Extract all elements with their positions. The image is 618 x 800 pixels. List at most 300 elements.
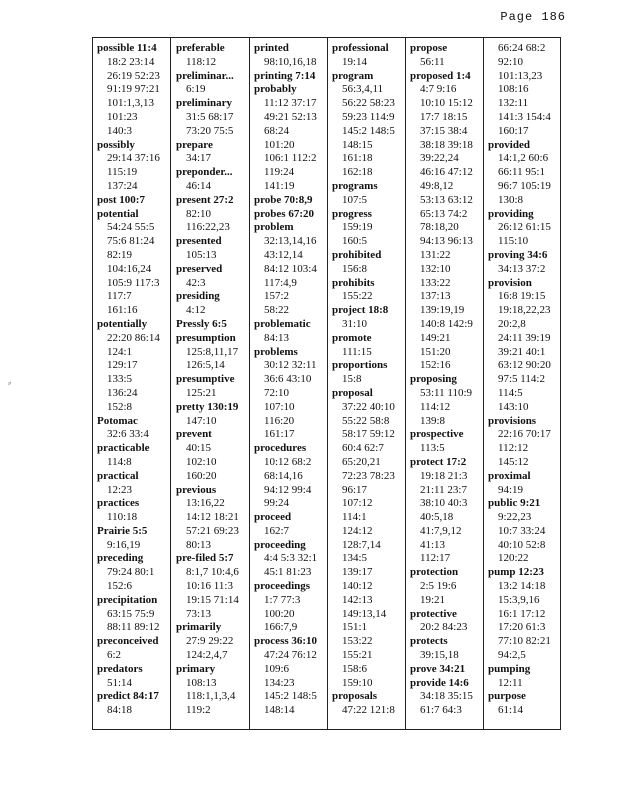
page-reference: 19:14 [342,55,368,68]
page-reference: 99:24 [264,497,290,510]
page-reference: 98:10,16,18 [264,55,317,68]
page-reference: 97:5 114:2 [498,373,545,386]
page-reference: 27:9 29:22 [186,635,234,648]
page-reference: 16:8 19:15 [498,290,546,303]
index-term: prospective [410,428,464,441]
page-reference: 63:15 75:9 [107,607,155,620]
page-reference: 116:20 [264,414,295,427]
page-reference: 119:24 [264,166,295,179]
page-reference: 66:11 95:1 [498,166,545,179]
page-reference: 101:20 [264,138,295,151]
page-reference: 84:18 [107,704,133,717]
page-reference: 29:14 37:16 [107,152,160,165]
page-reference: 13:16,22 [186,497,225,510]
page-reference: 43:12,14 [264,248,303,261]
page-reference: 132:11 [498,97,529,110]
page-reference: 162:18 [342,166,373,179]
index-term: provision [488,276,532,289]
index-term: possibly [97,138,135,151]
index-term: presiding [176,290,220,303]
index-column-2 [176,42,254,726]
page-reference: 56:11 [420,55,445,68]
index-term: post 100:7 [97,193,145,206]
page-reference: 102:10 [186,455,217,468]
index-term: program [332,69,374,82]
index-term: predict 84:17 [97,690,159,703]
page-reference: 37:22 40:10 [342,400,395,413]
index-term: proceeding [254,538,306,551]
page-reference: 136:24 [107,386,138,399]
index-column-6 [488,42,566,726]
page-reference: 34:18 35:15 [420,690,473,703]
index-term: project 18:8 [332,304,389,317]
index-term: provided [488,138,530,151]
index-term: preferable [176,42,225,54]
page-reference: 65:13 74:2 [420,207,468,220]
page-reference: 49:8,12 [420,179,454,192]
index-term: preliminary [176,97,233,110]
page-reference: 88:11 89:12 [107,621,160,634]
index-term: practicable [97,442,150,455]
index-term: propose [410,42,448,54]
page-reference: 92:10 [498,55,524,68]
page-reference: 10:12 68:2 [264,455,312,468]
index-term: pump 12:23 [488,566,544,579]
index-term: presumption [176,331,236,344]
page-reference: 63:12 90:20 [498,359,551,372]
index-column-1 [97,42,175,726]
page-reference: 80:13 [186,538,212,551]
page-reference: 101:23 [107,110,138,123]
page-reference: 32:6 33:4 [107,428,149,441]
page-reference: 39:15,18 [420,649,459,662]
page-reference: 8:1,7 10:4,6 [186,566,239,579]
index-term: public 9:21 [488,497,541,510]
index-term: proving 34:6 [488,248,548,261]
index-term: prohibited [332,248,382,261]
index-term: problematic [254,317,311,330]
page-reference: 31:10 [342,317,368,330]
page-reference: 142:13 [342,593,373,606]
page-reference: 49:21 52:13 [264,110,317,123]
page-reference: 37:15 38:4 [420,124,468,137]
page-reference: 139:19,19 [420,304,465,317]
page-reference: 68:24 [264,124,290,137]
page-reference: 107:5 [342,193,368,206]
page-reference: 45:1 81:23 [264,566,312,579]
page-reference: 60:4 62:7 [342,442,384,455]
page-reference: 53:11 110:9 [420,386,473,399]
page-reference: 124:1 [107,345,133,358]
page-reference: 149:21 [420,331,451,344]
page-reference: 20:2 84:23 [420,621,468,634]
page-reference: 152:8 [107,400,133,413]
index-term: presented [176,235,222,248]
page-reference: 112:17 [420,552,451,565]
page-reference: 20:2,8 [498,317,526,330]
index-column-3 [254,42,332,726]
page-reference: 152:16 [420,359,451,372]
page-reference: 77:10 82:21 [498,635,551,648]
page-reference: 61:14 [498,704,524,717]
page-reference: 133:5 [107,373,133,386]
page-reference: 166:7,9 [264,621,298,634]
index-term: problems [254,345,298,358]
page-reference: 116:22,23 [186,221,230,234]
index-term: proposing [410,373,457,386]
page-reference: 68:14,16 [264,469,303,482]
page-reference: 15:8 [342,373,362,386]
index-term: professional [332,42,389,54]
page-reference: 18:2 23:14 [107,55,155,68]
index-term: proportions [332,359,388,372]
index-term: protection [410,566,459,579]
page-reference: 137:13 [420,290,451,303]
index-column-5 [410,42,488,726]
page-reference: 143:10 [498,400,529,413]
page-reference: 134:23 [264,676,295,689]
page-reference: 91:19 97:21 [107,83,160,96]
page-reference: 141:19 [264,179,295,192]
page-reference: 82:19 [107,248,133,261]
index-term: process 36:10 [254,635,318,648]
page-reference: 39:21 40:1 [498,345,546,358]
index-term: progress [332,207,372,220]
index-term: present 27:2 [176,193,234,206]
page-reference: 72:10 [264,386,290,399]
index-term: providing [488,207,534,220]
index-term: preliminar... [176,69,234,82]
page-reference: 19:21 [420,593,446,606]
index-term: preserved [176,262,223,275]
page-reference: 38:10 40:3 [420,497,468,510]
page-reference: 109:6 [264,662,290,675]
index-term: presumptive [176,373,235,386]
page-reference: 2:5 19:6 [420,580,457,593]
page-reference: 140:8 142:9 [420,317,473,330]
page-reference: 96:17 [342,483,368,496]
page-reference: 134:5 [342,552,368,565]
index-term: Prairie 5:5 [97,524,148,537]
page-reference: 9:22,23 [498,511,532,524]
page-reference: 107:10 [264,400,295,413]
page-reference: 159:10 [342,676,373,689]
index-term: Pressly 6:5 [176,317,227,330]
page-reference: 41:13 [420,538,446,551]
page-reference: 22:20 86:14 [107,331,160,344]
page-reference: 56:3,4,11 [342,83,384,96]
page-reference: 1:7 77:3 [264,593,301,606]
page-reference: 118:1,1,3,4 [186,690,236,703]
page-reference: 101:13,23 [498,69,543,82]
page-reference: 145:12 [498,455,529,468]
index-term: prevent [176,428,212,441]
page-reference: 161:16 [107,304,138,317]
page-reference: 10:7 33:24 [498,524,546,537]
page-reference: 66:24 68:2 [498,42,546,54]
page-reference: 22:16 70:17 [498,428,551,441]
page-reference: 94:13 96:13 [420,235,473,248]
page-reference: 148:14 [264,704,295,717]
page-reference: 41:7,9,12 [420,524,462,537]
page-reference: 108:16 [498,83,529,96]
index-term: programs [332,179,378,192]
page-reference: 72:23 78:23 [342,469,395,482]
page-reference: 110:18 [107,511,138,524]
page-reference: 42:3 [186,276,206,289]
page-reference: 40:5,18 [420,511,454,524]
page-reference: 31:5 68:17 [186,110,234,123]
page-reference: 140:12 [342,580,373,593]
index-term: purpose [488,690,526,703]
page-reference: 104:16,24 [107,262,152,275]
index-term: practices [97,497,140,510]
index-term: promote [332,331,372,344]
page-reference: 101:1,3,13 [107,97,155,110]
page-reference: 126:5,14 [186,359,225,372]
page-reference: 73:20 75:5 [186,124,234,137]
index-term: protect 17:2 [410,455,467,468]
page-reference: 112:12 [498,442,529,455]
page-reference: 36:6 43:10 [264,373,312,386]
page-reference: 114:12 [420,400,451,413]
page-reference: 59:23 114:9 [342,110,395,123]
page-reference: 162:7 [264,524,290,537]
page-reference: 13:2 14:18 [498,580,546,593]
index-term: proposed 1:4 [410,69,471,82]
page-reference: 14:12 18:21 [186,511,239,524]
page-reference: 40:10 52:8 [498,538,546,551]
page-reference: 4:4 5:3 32:1 [264,552,318,565]
index-term: previous [176,483,217,496]
page-reference: 147:10 [186,414,217,427]
page-reference: 125:21 [186,386,217,399]
page-reference: 128:7,14 [342,538,381,551]
page-reference: 17:20 61:3 [498,621,546,634]
page-reference: 115:10 [498,235,529,248]
page-reference: 141:3 154:4 [498,110,551,123]
page-reference: 151:20 [420,345,451,358]
page-reference: 75:6 81:24 [107,235,155,248]
page-reference: 118:12 [186,55,217,68]
page-reference: 145:2 148:5 [264,690,317,703]
page-reference: 160:20 [186,469,217,482]
index-term: Potomac [97,414,138,427]
index-term: proceed [254,511,292,524]
index-term: proposals [332,690,378,703]
page-reference: 10:10 15:12 [420,97,473,110]
page-reference: 46:16 47:12 [420,166,473,179]
page-reference: 24:11 39:19 [498,331,551,344]
page-reference: 148:15 [342,138,373,151]
page-reference: 139:8 [420,414,446,427]
index-term: proposal [332,386,373,399]
index-term: protects [410,635,448,648]
page-reference: 158:6 [342,662,368,675]
page-reference: 139:17 [342,566,373,579]
page-reference: 15:3,9,16 [498,593,540,606]
page-reference: 156:8 [342,262,368,275]
page-reference: 54:24 55:5 [107,221,155,234]
index-term: pumping [488,662,531,675]
page-reference: 14:1,2 60:6 [498,152,549,165]
page-reference: 26:19 52:23 [107,69,160,82]
page-reference: 34:17 [186,152,212,165]
page-reference: 47:24 76:12 [264,649,317,662]
page-reference: 17:7 18:15 [420,110,468,123]
page-reference: 114:8 [107,455,132,468]
page-reference: 107:12 [342,497,373,510]
index-term: primary [176,662,216,675]
index-column-4 [332,42,410,726]
page-reference: 94:19 [498,483,524,496]
margin-mark: ⸗ [8,378,12,389]
page-reference: 61:7 64:3 [420,704,462,717]
page-reference: 130:8 [498,193,524,206]
page-reference: 159:19 [342,221,373,234]
index-term: primarily [176,621,222,634]
page-reference: 105:9 117:3 [107,276,160,289]
index-term: procedures [254,442,307,455]
page-reference: 114:5 [498,386,523,399]
index-term: problem [254,221,294,234]
page-reference: 137:24 [107,179,138,192]
page-reference: 4:12 [186,304,206,317]
index-term: predators [97,662,143,675]
page-reference: 117:7 [107,290,132,303]
page-reference: 4:7 9:16 [420,83,457,96]
page-reference: 56:22 58:23 [342,97,395,110]
page-reference: 26:12 61:15 [498,221,551,234]
page-reference: 96:7 105:19 [498,179,551,192]
index-term: proximal [488,469,531,482]
page-reference: 6:2 [107,649,122,662]
index-term: possible 11:4 [97,42,157,54]
index-term: prove 34:21 [410,662,466,675]
page-reference: 157:2 [264,290,290,303]
page-reference: 79:24 80:1 [107,566,155,579]
index-term: printing 7:14 [254,69,316,82]
page-reference: 40:15 [186,442,212,455]
index-term: preceding [97,552,144,565]
page-reference: 117:4,9 [264,276,297,289]
page-reference: 106:1 112:2 [264,152,317,165]
page-reference: 160:5 [342,235,368,248]
page-reference: 133:22 [420,276,451,289]
index-term: proceedings [254,580,311,593]
page-reference: 32:13,14,16 [264,235,317,248]
index-term: potentially [97,317,148,330]
page-reference: 46:14 [186,179,212,192]
page-reference: 55:22 58:8 [342,414,390,427]
index-term: provisions [488,414,537,427]
index-term: protective [410,607,457,620]
page-reference: 53:13 63:12 [420,193,473,206]
index-term: precipitation [97,593,158,606]
page-reference: 131:22 [420,248,451,261]
page-reference: 155:22 [342,290,373,303]
page-reference: 10:16 11:3 [186,580,233,593]
page-reference: 38:18 39:18 [420,138,473,151]
page-reference: 19:18 21:3 [420,469,468,482]
index-term: prohibits [332,276,375,289]
page-reference: 78:18,20 [420,221,459,234]
page-reference: 16:1 17:12 [498,607,546,620]
page-reference: 132:10 [420,262,451,275]
page-reference: 119:2 [186,704,211,717]
page-reference: 82:10 [186,207,212,220]
page-reference: 152:6 [107,580,133,593]
page-reference: 161:18 [342,152,373,165]
page-reference: 149:13,14 [342,607,387,620]
page-reference: 151:1 [342,621,368,634]
page-reference: 153:22 [342,635,373,648]
page-reference: 145:2 148:5 [342,124,395,137]
page-reference: 105:13 [186,248,217,261]
page-reference: 129:17 [107,359,138,372]
page-reference: 160:17 [498,124,529,137]
page-reference: 9:16,19 [107,538,141,551]
page-reference: 84:13 [264,331,290,344]
page-reference: 94:12 99:4 [264,483,312,496]
page-reference: 65:20,21 [342,455,381,468]
page-reference: 11:12 37:17 [264,97,317,110]
page-reference: 12:11 [498,676,523,689]
page-reference: 125:8,11,17 [186,345,239,358]
page-reference: 58:17 59:12 [342,428,395,441]
page-reference: 84:12 103:4 [264,262,317,275]
page-reference: 19:15 71:14 [186,593,239,606]
page-reference: 124:12 [342,524,373,537]
page-reference: 94:2,5 [498,649,526,662]
index-term: printed [254,42,289,54]
page-reference: 108:13 [186,676,217,689]
page-reference: 124:2,4,7 [186,649,228,662]
page-reference: 12:23 [107,483,133,496]
index-term: preponder... [176,166,233,179]
page-reference: 30:12 32:11 [264,359,317,372]
index-term: pretty 130:19 [176,400,239,413]
page-reference: 39:22,24 [420,152,459,165]
index-term: practical [97,469,139,482]
page-reference: 113:5 [420,442,445,455]
page-reference: 57:21 69:23 [186,524,239,537]
page-reference: 6:19 [186,83,206,96]
page-reference: 21:11 23:7 [420,483,467,496]
index-term: probes 67:20 [254,207,314,220]
index-term: provide 14:6 [410,676,469,689]
index-term: prepare [176,138,213,151]
page-reference: 73:13 [186,607,212,620]
page-reference: 140:3 [107,124,133,137]
page-number: Page 186 [500,10,566,24]
page-reference: 19:18,22,23 [498,304,551,317]
page-reference: 47:22 121:8 [342,704,395,717]
index-term: preconceived [97,635,159,648]
page-reference: 115:19 [107,166,138,179]
page-reference: 120:22 [498,552,529,565]
index-term: probably [254,83,297,96]
index-term: potential [97,207,139,220]
page-reference: 111:15 [342,345,372,358]
index-term: pre-filed 5:7 [176,552,234,565]
page-reference: 155:21 [342,649,373,662]
page-reference: 58:22 [264,304,290,317]
index-term: probe 70:8,9 [254,193,313,206]
page-reference: 100:20 [264,607,295,620]
page-reference: 34:13 37:2 [498,262,546,275]
page-reference: 114:1 [342,511,367,524]
